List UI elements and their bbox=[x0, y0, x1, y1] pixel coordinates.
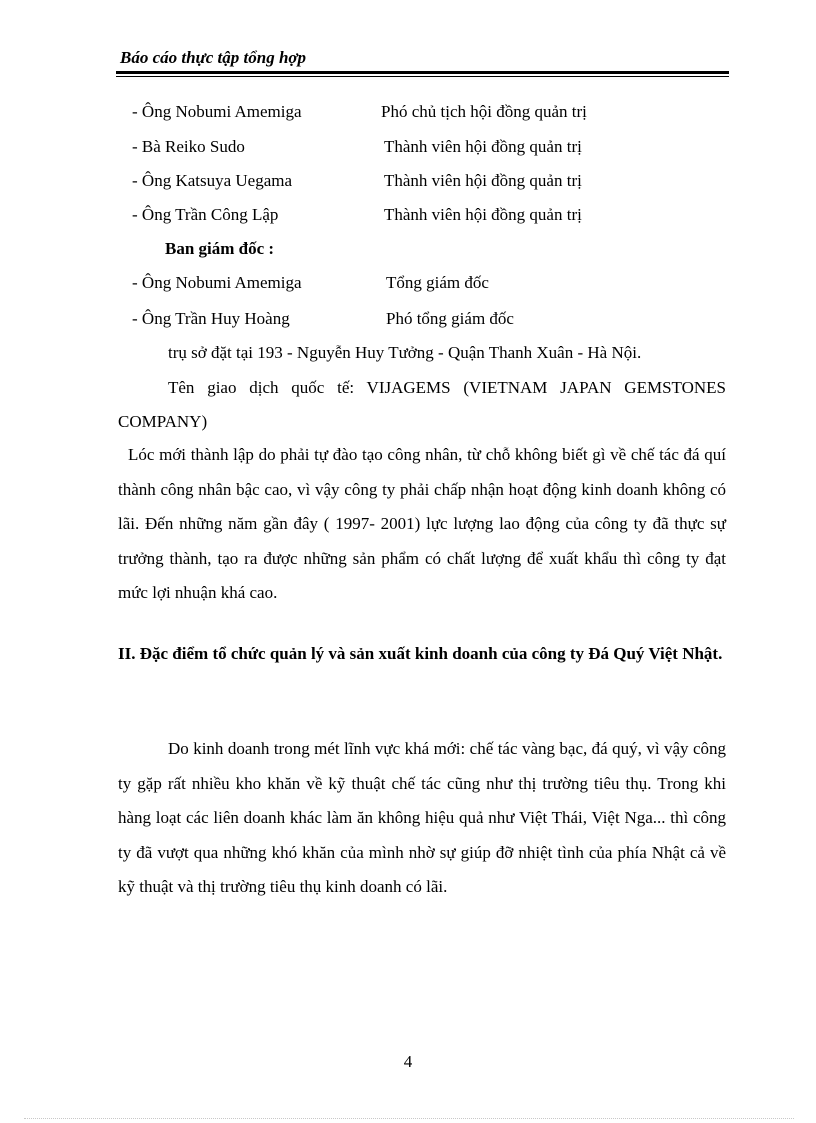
footer-divider bbox=[24, 1118, 794, 1119]
director-role: Tổng giám đốc bbox=[386, 273, 489, 292]
section-paragraph: Do kinh doanh trong mét lĩnh vực khá mới: chế tác vàng bạc, đá quý, vì vậy công ty gặp rất nhiều kho khăn về kỹ thuật chế tác cũng như thị trường tiêu thụ. Trong khi hàng loạt các liên doanh khác làm ăn không hiệu quả như Việt Thái, Việt Nga... thì công ty đã vượt qua những khó khăn của mình nhờ sự giúp đỡ nhiệt tình của phía Nhật cả về kỹ thuật và thị trường tiêu thụ kinh doanh có lãi. bbox=[118, 739, 726, 896]
intl-name-line-continued: COMPANY) bbox=[118, 412, 208, 431]
member-name: - Bà Reiko Sudo bbox=[132, 137, 245, 156]
header-rule-thin bbox=[116, 76, 729, 77]
member-role: Thành viên hội đồng quản trị bbox=[384, 205, 582, 224]
member-role: Thành viên hội đồng quản trị bbox=[384, 171, 582, 190]
header-rule-thick bbox=[116, 71, 729, 74]
member-role: Thành viên hội đồng quản trị bbox=[384, 137, 582, 156]
director-role: Phó tổng giám đốc bbox=[386, 309, 514, 328]
director-name: - Ông Nobumi Amemiga bbox=[132, 273, 302, 292]
history-paragraph: Lóc mới thành lập do phải tự đào tạo công nhân, từ chỗ không biết gì về chế tác đá quí thành công nhân bậc cao, vì vậy công ty phải chấp nhận hoạt động kinh doanh không có lãi. Đến những năm gần đây ( 1997- 2001) lực lượng lao động của công ty đã thực sự trưởng thành, tạo ra được những sản phẩm có chất lượng để xuất khẩu thì công ty đạt mức lợi nhuận khá cao. bbox=[118, 445, 726, 602]
page-number: 4 bbox=[403, 1052, 413, 1071]
report-title: Báo cáo thực tập tổng hợp bbox=[120, 48, 307, 67]
member-name: - Ông Nobumi Amemiga bbox=[132, 102, 302, 121]
member-role: Phó chủ tịch hội đồng quản trị bbox=[381, 102, 587, 121]
section-heading: II. Đặc điểm tổ chức quản lý và sản xuất kinh doanh của công ty Đá Quý Việt Nhật. bbox=[118, 644, 723, 663]
member-name: - Ông Trần Công Lập bbox=[132, 205, 279, 224]
directors-heading: Ban giám đốc : bbox=[165, 239, 275, 258]
member-name: - Ông Katsuya Uegama bbox=[132, 171, 293, 190]
address-line: trụ sở đặt tại 193 - Nguyễn Huy Tưởng - Quận Thanh Xuân - Hà Nội. bbox=[168, 343, 642, 362]
intl-name-line: Tên giao dịch quốc tế: VIJAGEMS (VIETNAM JAPAN GEMSTONES bbox=[168, 378, 726, 397]
director-name: - Ông Trần Huy Hoàng bbox=[132, 309, 290, 328]
